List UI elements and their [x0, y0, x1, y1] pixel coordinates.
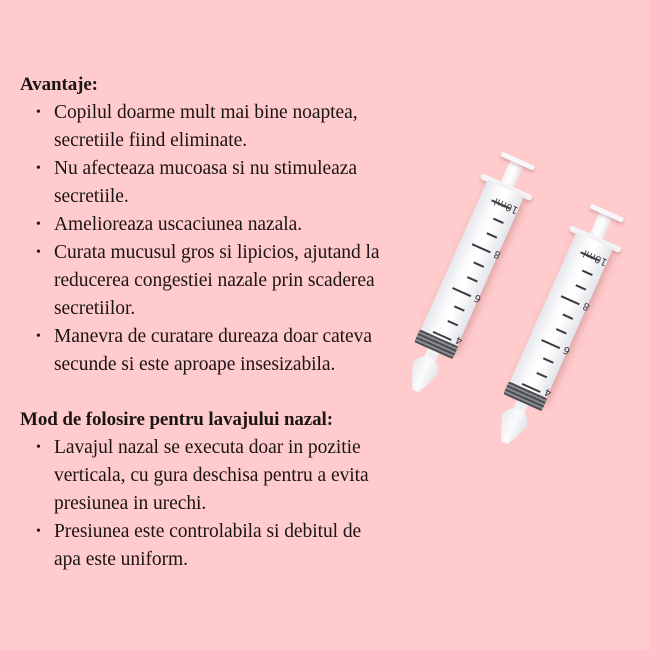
list-item: • Presiunea este controlabila si debitul de apa este uniform.: [54, 518, 440, 574]
list-item: • Copilul doarme mult mai bine noaptea, secretiile fiind eliminate.: [54, 99, 440, 155]
barrel: 10ml 8 6 4: [419, 180, 524, 350]
list-item: • Lavajul nazal se executa doar in pozitie verticala, cu gura deschisa pentru a evita presiunea in urechi.: [54, 434, 440, 518]
bullet-icon: •: [36, 105, 41, 120]
advantages-list: [20, 99, 440, 379]
list-item: • Curata mucusul gros si lipicios, ajutand la reducerea congestiei nazale prin scaderea secretiilor.: [54, 239, 440, 323]
bullet-icon: •: [36, 329, 41, 344]
bullet-icon: •: [36, 217, 41, 232]
usage-list: [20, 434, 440, 574]
text-content: [20, 71, 440, 574]
bullet-icon: •: [36, 161, 41, 176]
barrel: 10ml 8 6 4: [508, 232, 613, 402]
list-item: • Amelioreaza uscaciunea nazala.: [54, 211, 440, 239]
nasal-tip: [492, 404, 532, 448]
bullet-icon: •: [36, 524, 41, 539]
list-item: • Nu afecteaza mucoasa si nu stimuleaza secretiile.: [54, 155, 440, 211]
list-item: • Manevra de curatare dureaza doar cateva secunde si este aproape insesizabila.: [54, 323, 440, 379]
section-heading-usage: Mod de folosire pentru lavajului nazal:: [20, 409, 333, 430]
bullet-icon: •: [36, 440, 41, 455]
section-heading-advantages: Avantaje:: [20, 74, 98, 95]
bullet-icon: •: [36, 245, 41, 260]
syringe-image-right: [486, 202, 628, 448]
